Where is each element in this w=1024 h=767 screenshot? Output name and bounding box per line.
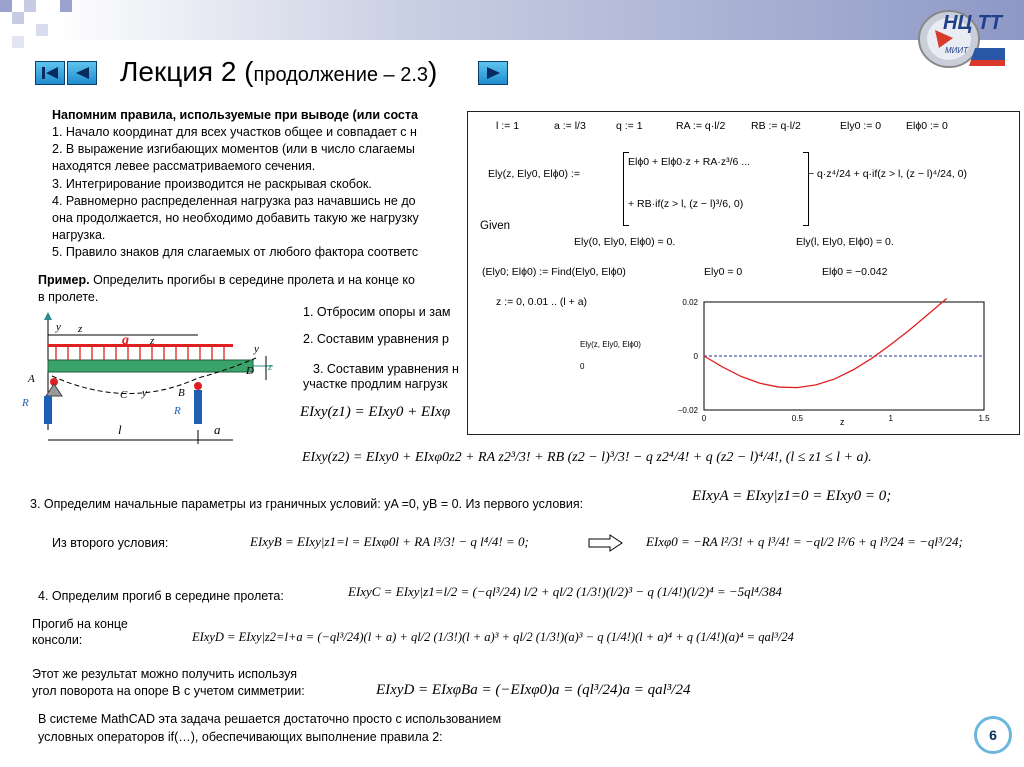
label-RA: R: [22, 397, 29, 409]
logo-subtext: МИИТ: [945, 46, 968, 55]
decor-square: [60, 0, 72, 12]
rule-4-cont2: нагрузка.: [52, 228, 106, 242]
cond2-formula: EIxyB = EIxy|z1=l = EIxφ0l + RA l³/3! − q l⁴/4! = 0;: [250, 534, 529, 549]
example-line2: в пролете.: [38, 290, 99, 304]
label-y: y: [56, 321, 61, 333]
mc-def-ely0: Ely0 := 0: [840, 120, 882, 132]
label-z2: z: [150, 335, 155, 347]
equation-1: EIxy(z1) = EIxy0 + EIxφ: [300, 404, 451, 420]
mc-res1: Ely0 = 0: [704, 266, 743, 278]
title-main: Лекция 2 (: [120, 56, 254, 87]
cond2-result: EIxφ0 = −RA l²/3! + q l³/4! = −ql/2 l²/6 + q l³/24 = −ql³/24;: [646, 534, 963, 549]
mc-ely-line1: Elϕ0 + Elϕ0·z + RA·z³/6 ...: [628, 156, 751, 168]
mc-cond2: Ely(l, Ely0, Elϕ0) = 0.: [796, 236, 894, 248]
plot-ytick-label: 0.02: [682, 298, 698, 307]
mc-find: (Ely0; Elϕ0) := Find(Ely0, Elϕ0): [482, 266, 626, 278]
prev-slide-button[interactable]: [67, 61, 97, 85]
mc-def-elphi0: Elϕ0 := 0: [906, 120, 948, 132]
label-D: D: [246, 365, 254, 377]
mc-ely-def: Ely(z, Ely0, Elϕ0) :=: [488, 168, 580, 180]
plot-ytick-label: 0: [693, 352, 698, 361]
console-label-1: Прогиб на конце: [32, 617, 128, 631]
plot-xtick-label: 0: [701, 414, 707, 423]
label-l: l: [118, 422, 122, 437]
mc-plot-ylabel2: 0: [580, 362, 585, 371]
example-line1: [38, 273, 415, 288]
symmetry-label-1: Этот же результат можно получить используя: [32, 667, 297, 681]
plot-xtick-label: 1.5: [978, 414, 990, 423]
decor-square: [0, 0, 12, 12]
decor-square: [12, 36, 24, 48]
symmetry-formula: EIxyD = EIxφBa = (−EIxφ0)a = (ql³/24)a = qal³/24: [376, 682, 691, 698]
prev-icon: [72, 65, 92, 81]
step-3: 3. Составим уравнения н: [313, 362, 459, 376]
rule-5: 5. Правило знаков для слагаемых от любого фактора соответс: [52, 245, 419, 259]
rules-intro: Напомним правила, используемые при выводе (или соста: [52, 108, 418, 122]
mc-given: Given: [480, 220, 511, 232]
example-text: Определить прогибы в середине пролета и на конце ко: [89, 273, 415, 287]
plot-xtick-label: 0.5: [791, 414, 803, 423]
mc-res2: Elϕ0 = −0.042: [822, 266, 888, 278]
mc-plot-ylabel: Ely(z, Ely0, Elϕ0): [580, 340, 641, 349]
label-B: B: [178, 387, 185, 399]
mc-plot-xlabel: z: [840, 417, 845, 427]
mc-bracket-right: [803, 152, 809, 226]
title-sub: продолжение – 2.3: [253, 64, 429, 86]
label-yD: y: [254, 343, 259, 355]
footer-line-1: В системе MathCAD эта задача решается достаточно просто с использованием: [38, 712, 502, 726]
mc-cond1: Ely(0, Ely0, Elϕ0) = 0.: [574, 236, 676, 248]
beam-diagram: [18, 310, 288, 450]
console-label-2: консоли:: [32, 633, 83, 647]
mc-def-q: q := 1: [616, 120, 643, 132]
rule-4: 4. Равномерно распределенная нагрузка раз начавшись не до: [52, 194, 416, 208]
mc-bracket-left: [623, 152, 629, 226]
mathcad-panel: [467, 111, 1020, 435]
deflection-plot: [668, 298, 1008, 430]
rule-4-cont: она продолжается, но необходимо добавить такую же нагрузку: [52, 211, 419, 225]
rule-2-cont: находятся левее рассматриваемого сечения.: [52, 159, 316, 173]
step4-text: 4. Определим прогиб в середине пролета:: [38, 589, 284, 603]
first-slide-button[interactable]: [35, 61, 65, 85]
logo: [915, 8, 1007, 70]
step-2: 2. Составим уравнения р: [303, 332, 449, 346]
logo-text: НЦ ТТ: [943, 12, 1003, 34]
rule-2: 2. В выражение изгибающих моментов (или в число слагаемы: [52, 142, 415, 156]
mc-def-a: a := l/3: [554, 120, 586, 132]
cond1-formula: EIxyA = EIxy|z1=0 = EIxy0 = 0;: [692, 488, 892, 504]
step3-text: 3. Определим начальные параметры из граничных условий: yA =0, yB = 0. Из первого условия:: [30, 497, 584, 511]
mc-ely-line2: + RB·if(z > l, (z − l)³/6, 0): [628, 198, 744, 210]
mc-def-RA: RA := q·l/2: [676, 120, 726, 132]
step-3-cont: участке продлим нагрузк: [303, 377, 448, 391]
page-number: 6: [974, 716, 1012, 754]
decor-square: [24, 0, 36, 12]
implies-arrow-icon: [588, 534, 624, 552]
yC-formula: EIxyC = EIxy|z1=l/2 = (−ql³/24) l/2 + ql/2 (1/3!)(l/2)³ − q (1/4!)(l/2)⁴ = −5ql⁴/384: [348, 584, 782, 599]
label-yC: y: [142, 387, 147, 399]
label-q: q: [122, 333, 129, 348]
second-condition-label: Из второго условия:: [52, 536, 169, 550]
mc-def-RB: RB := q·l/2: [751, 120, 801, 132]
slide-title: [120, 56, 437, 88]
next-slide-button[interactable]: [478, 61, 508, 85]
rule-1: 1. Начало координат для всех участков общее и совпадает с н: [52, 125, 417, 139]
mc-def-l: l := 1: [496, 120, 520, 132]
mc-ely-tail: − q·z⁴/24 + q·if(z > l, (z − l)⁴/24, 0): [808, 168, 967, 180]
next-icon: [483, 65, 503, 81]
label-a: a: [214, 422, 221, 437]
label-z1: z: [78, 323, 83, 335]
label-A: A: [28, 373, 35, 385]
label-C: C: [120, 389, 128, 401]
example-label: Пример.: [38, 273, 90, 287]
footer-line-2: условных операторов if(…), обеспечивающих выполнение правила 2:: [38, 730, 443, 744]
title-close: ): [428, 56, 438, 87]
mc-range: z := 0, 0.01 .. (l + a): [496, 296, 588, 308]
plot-xtick-label: 1: [888, 414, 893, 423]
yD-formula: EIxyD = EIxy|z2=l+a = (−ql³/24)(l + a) + ql/2 (1/3!)(l + a)³ + ql/2 (1/3!)(a)³ − q (1/4!)(l + a)⁴ + q (1/4!)(a)⁴ = qal³/24: [192, 630, 794, 644]
symmetry-label-2: угол поворота на опоре B с учетом симметрии:: [32, 684, 305, 698]
equation-2: EIxy(z2) = EIxy0 + EIxφ0z2 + RA z2³/3! + RB (z2 − l)³/3! − q z2⁴/4! + q (z2 − l)⁴/4!, (l ≤ z1 ≤ l + a).: [302, 450, 872, 465]
plot-ytick-label: −0.02: [677, 406, 698, 415]
label-RB: R: [174, 405, 181, 417]
decor-square: [12, 12, 24, 24]
first-icon: [40, 65, 60, 81]
step-1: 1. Отбросим опоры и зам: [303, 305, 451, 319]
rule-3: 3. Интегрирование производится не раскрывая скобок.: [52, 177, 372, 191]
label-z-axis: z: [268, 361, 273, 373]
header-bar: [0, 0, 1024, 40]
decor-square: [36, 24, 48, 36]
